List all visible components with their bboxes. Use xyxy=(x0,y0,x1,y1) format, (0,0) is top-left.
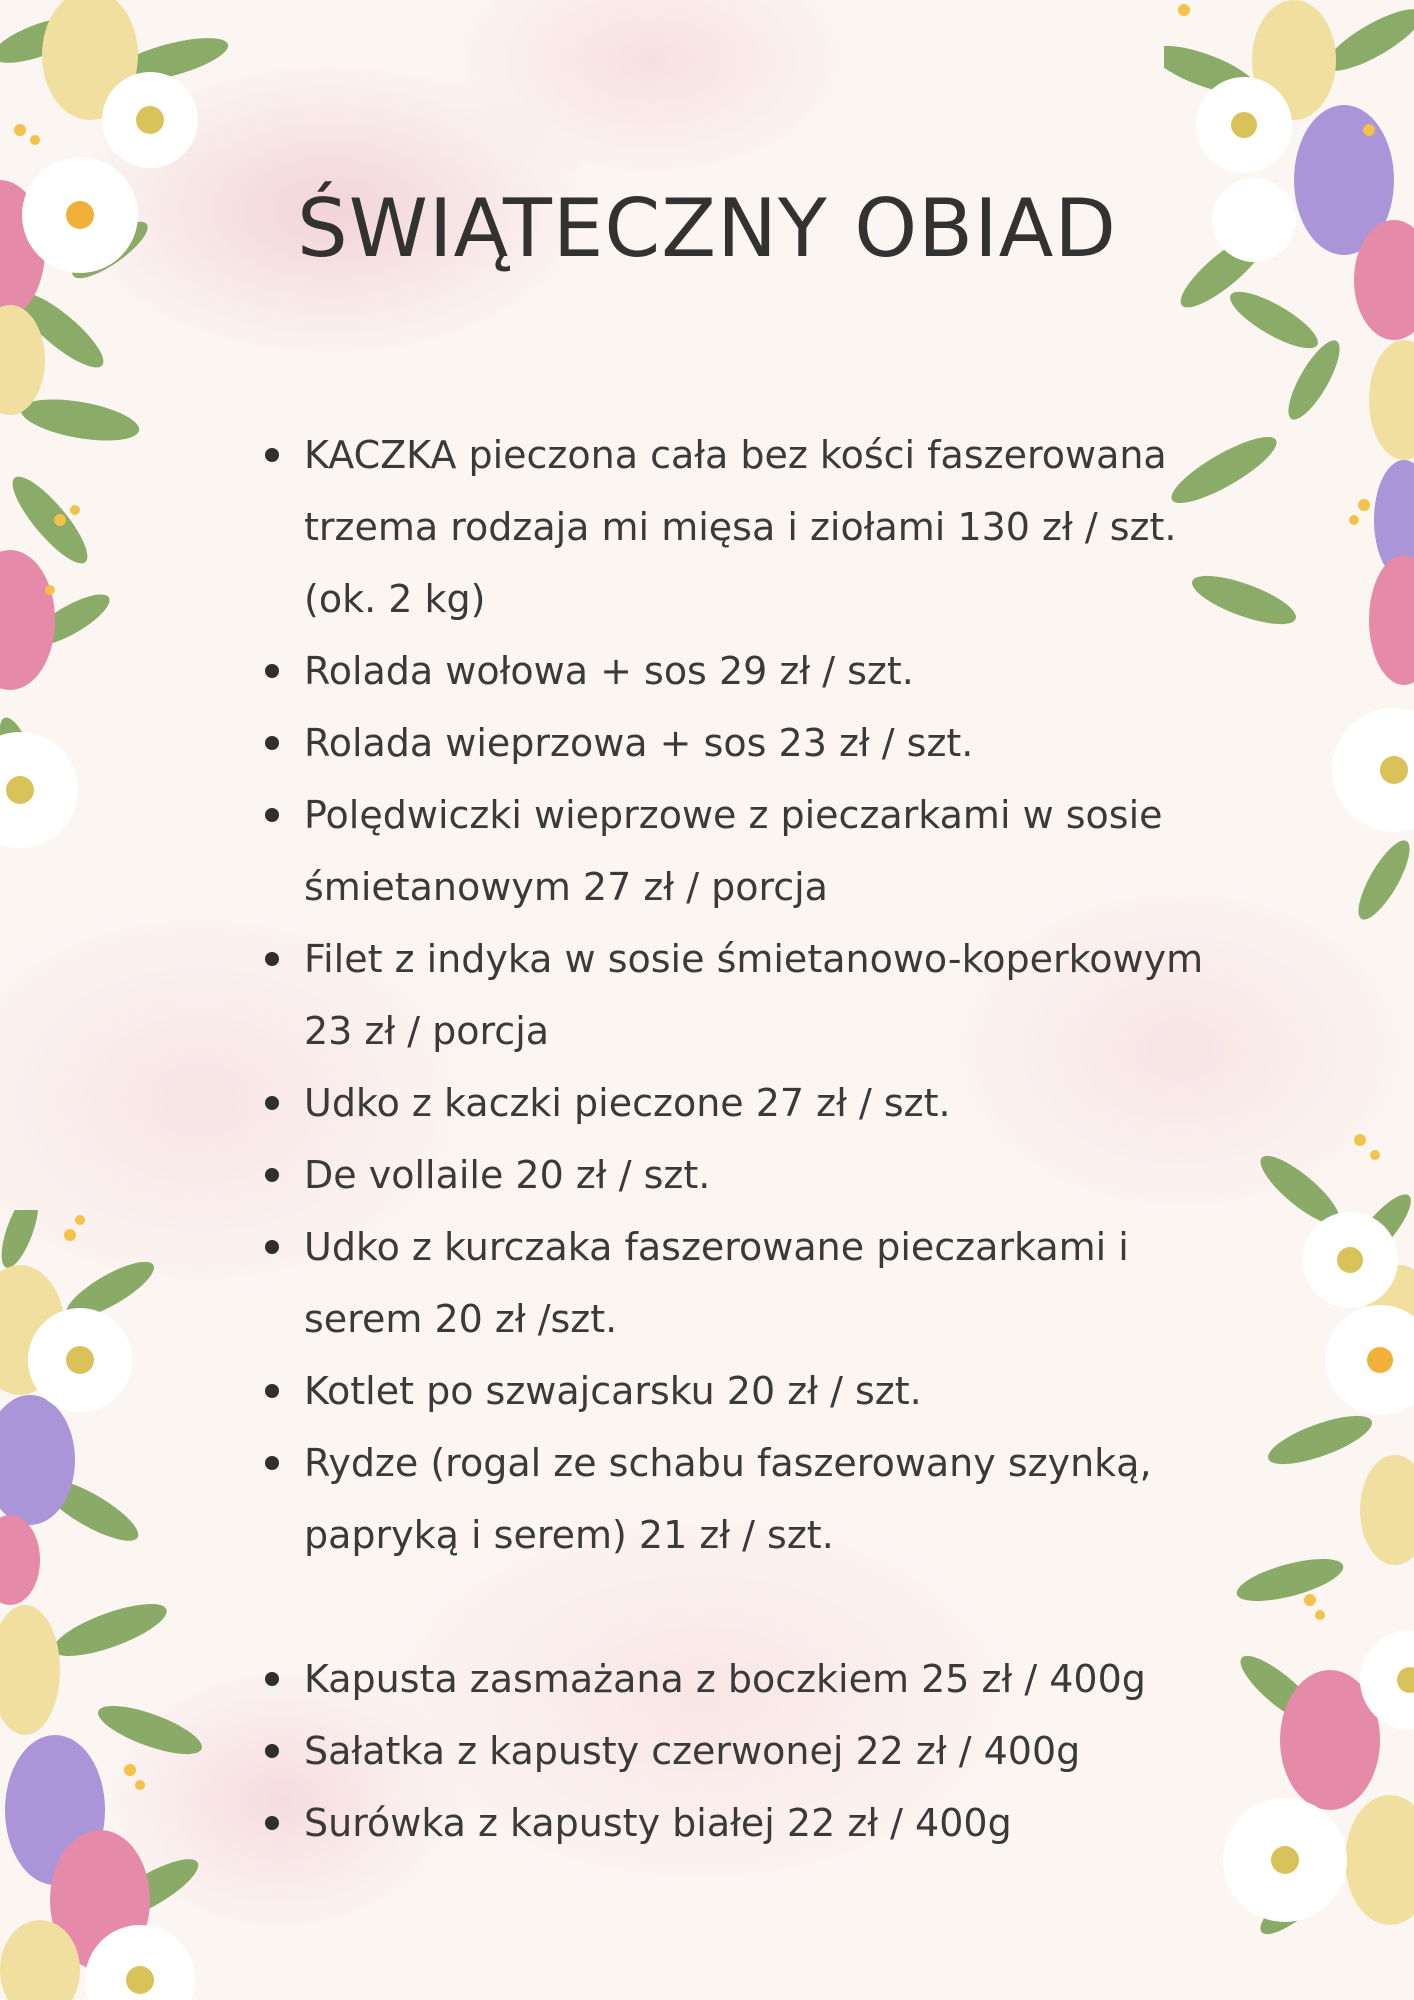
sides-list xyxy=(262,1643,1242,1859)
list-item: Udko z kurczaka faszerowane pieczarkami i serem 20 zł /szt. xyxy=(262,1211,1242,1355)
list-item: Kapusta zasmażana z boczkiem 25 zł / 400g xyxy=(262,1643,1242,1715)
list-item: Rolada wołowa + sos 29 zł / szt. xyxy=(262,635,1242,707)
list-item: KACZKA pieczona cała bez kości faszerowana trzema rodzaja mi mięsa i ziołami 130 zł / szt. (ok. 2 kg) xyxy=(262,419,1242,635)
main-dishes-list xyxy=(262,419,1242,1571)
list-item: Sałatka z kapusty czerwonej 22 zł / 400g xyxy=(262,1715,1242,1787)
floral-border-bottom-left xyxy=(0,1210,220,2000)
list-item: Polędwiczki wieprzowe z pieczarkami w sosie śmietanowym 27 zł / porcja xyxy=(262,779,1242,923)
floral-border-top-left xyxy=(0,0,250,960)
menu-list xyxy=(262,419,1242,1859)
list-item: Kotlet po szwajcarsku 20 zł / szt. xyxy=(262,1355,1242,1427)
list-item: Udko z kaczki pieczone 27 zł / szt. xyxy=(262,1067,1242,1139)
list-item: Surówka z kapusty białej 22 zł / 400g xyxy=(262,1787,1242,1859)
list-item: De vollaile 20 zł / szt. xyxy=(262,1139,1242,1211)
list-item: Rydze (rogal ze schabu faszerowany szynką, papryką i serem) 21 zł / szt. xyxy=(262,1427,1242,1571)
list-item: Rolada wieprzowa + sos 23 zł / szt. xyxy=(262,707,1242,779)
page-title: ŚWIĄTECZNY OBIAD xyxy=(297,182,1117,275)
list-item: Filet z indyka w sosie śmietanowo-koperkowym 23 zł / porcja xyxy=(262,923,1242,1067)
